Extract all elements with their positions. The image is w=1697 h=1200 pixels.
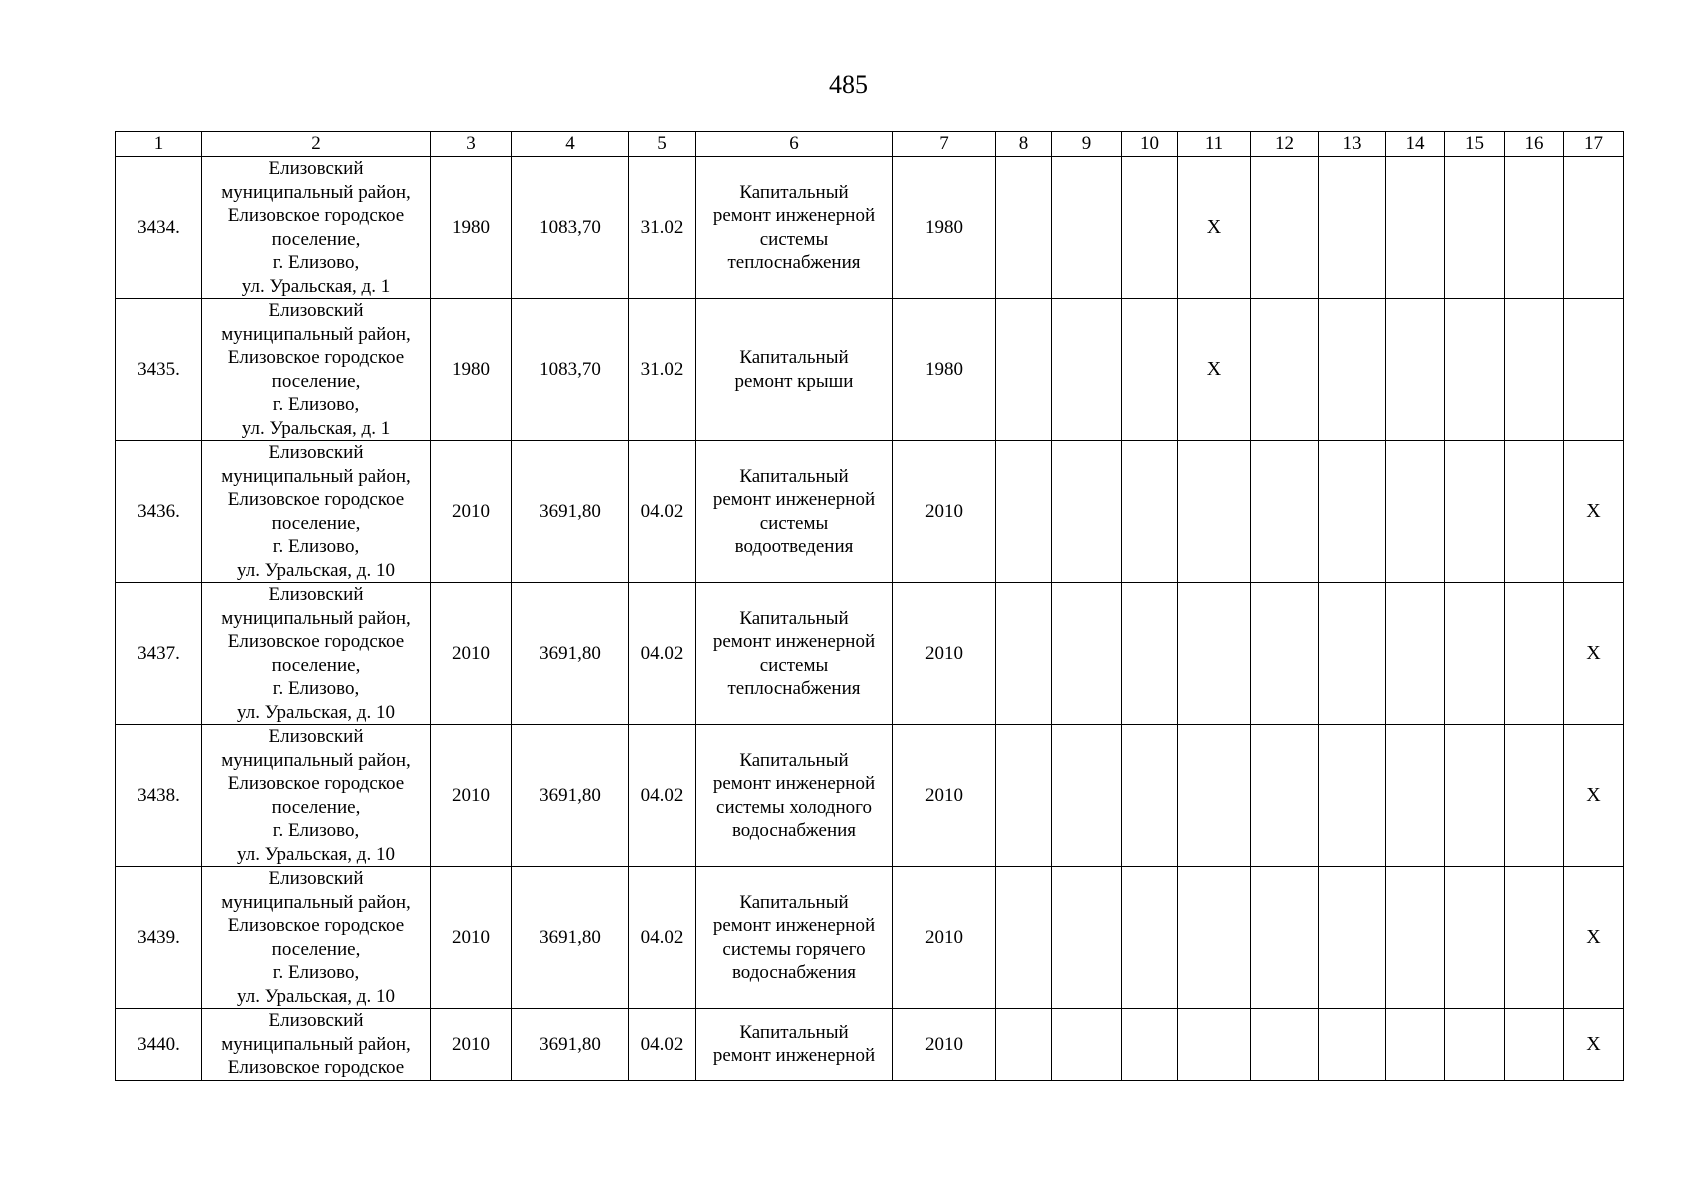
period-mark-cell	[1251, 441, 1319, 583]
period-mark-cell	[1445, 867, 1505, 1009]
period-mark-cell	[996, 441, 1052, 583]
period-mark-cell	[1251, 1009, 1319, 1081]
row-number-cell: 3434.	[116, 157, 202, 299]
column-header: 7	[893, 132, 996, 157]
address-cell: Елизовский муниципальный район, Елизовское городское	[202, 1009, 431, 1081]
area-cell: 1083,70	[512, 157, 629, 299]
period-mark-cell	[1052, 583, 1122, 725]
work-type-cell: Капитальный ремонт инженерной системы горячего водоснабжения	[696, 867, 893, 1009]
period-mark-cell	[1319, 725, 1386, 867]
address-cell: Елизовский муниципальный район, Елизовское городское поселение, г. Елизово, ул. Уральская, д. 1	[202, 157, 431, 299]
column-header: 5	[629, 132, 696, 157]
year-built-cell: 2010	[431, 725, 512, 867]
period-mark-cell	[1122, 1009, 1178, 1081]
period-mark-cell	[1178, 725, 1251, 867]
period-mark-cell	[1386, 299, 1445, 441]
year-built-cell: 1980	[431, 299, 512, 441]
area-cell: 1083,70	[512, 299, 629, 441]
period-mark-cell	[1386, 441, 1445, 583]
row-number-cell: 3437.	[116, 583, 202, 725]
work-type-cell: Капитальный ремонт крыши	[696, 299, 893, 441]
column-header: 11	[1178, 132, 1251, 157]
period-mark-cell	[1386, 867, 1445, 1009]
period-mark-cell	[1251, 867, 1319, 1009]
column-header: 2	[202, 132, 431, 157]
period-mark-cell: X	[1178, 299, 1251, 441]
work-type-cell: Капитальный ремонт инженерной системы теплоснабжения	[696, 157, 893, 299]
period-mark-cell	[1386, 583, 1445, 725]
period-mark-cell	[996, 583, 1052, 725]
address-cell: Елизовский муниципальный район, Елизовское городское поселение, г. Елизово, ул. Уральская, д. 1	[202, 299, 431, 441]
work-type-cell: Капитальный ремонт инженерной	[696, 1009, 893, 1081]
column-header: 17	[1564, 132, 1624, 157]
period-mark-cell	[1505, 583, 1564, 725]
column-header: 15	[1445, 132, 1505, 157]
address-cell: Елизовский муниципальный район, Елизовское городское поселение, г. Елизово, ул. Уральская, д. 10	[202, 867, 431, 1009]
period-mark-cell	[1251, 725, 1319, 867]
period-mark-cell	[1122, 157, 1178, 299]
work-type-cell: Капитальный ремонт инженерной системы водоотведения	[696, 441, 893, 583]
period-mark-cell	[996, 1009, 1052, 1081]
column-header: 10	[1122, 132, 1178, 157]
address-cell: Елизовский муниципальный район, Елизовское городское поселение, г. Елизово, ул. Уральская, д. 10	[202, 725, 431, 867]
table-row	[116, 725, 1624, 867]
repair-program-table	[115, 131, 1624, 1081]
period-mark-cell	[996, 157, 1052, 299]
period-mark-cell	[1319, 157, 1386, 299]
period-mark-cell	[1319, 1009, 1386, 1081]
period-mark-cell	[1564, 157, 1624, 299]
period-mark-cell	[1505, 157, 1564, 299]
period-mark-cell	[1178, 1009, 1251, 1081]
column-header: 4	[512, 132, 629, 157]
area-cell: 3691,80	[512, 441, 629, 583]
column-header: 16	[1505, 132, 1564, 157]
period-mark-cell	[1386, 157, 1445, 299]
period-mark-cell	[1052, 299, 1122, 441]
period-mark-cell	[996, 725, 1052, 867]
column-number-row	[116, 132, 1624, 157]
period-mark-cell	[1319, 441, 1386, 583]
year-built-cell: 2010	[431, 583, 512, 725]
row-number-cell: 3438.	[116, 725, 202, 867]
area-cell: 3691,80	[512, 867, 629, 1009]
period-mark-cell	[1122, 725, 1178, 867]
period-mark-cell	[1052, 867, 1122, 1009]
period-mark-cell	[1178, 441, 1251, 583]
period-mark-cell	[1052, 725, 1122, 867]
year-built-cell: 2010	[431, 1009, 512, 1081]
wear-cell: 31.02	[629, 157, 696, 299]
period-mark-cell	[996, 867, 1052, 1009]
period-mark-cell	[1122, 299, 1178, 441]
period-mark-cell: X	[1178, 157, 1251, 299]
row-number-cell: 3439.	[116, 867, 202, 1009]
table-body	[116, 157, 1624, 1081]
address-cell: Елизовский муниципальный район, Елизовское городское поселение, г. Елизово, ул. Уральская, д. 10	[202, 583, 431, 725]
period-mark-cell	[1319, 583, 1386, 725]
period-mark-cell	[1445, 583, 1505, 725]
period-mark-cell	[1445, 157, 1505, 299]
year-cell: 2010	[893, 1009, 996, 1081]
period-mark-cell: X	[1564, 725, 1624, 867]
period-mark-cell	[1251, 157, 1319, 299]
column-header: 9	[1052, 132, 1122, 157]
period-mark-cell	[996, 299, 1052, 441]
page-number: 485	[829, 70, 868, 99]
year-built-cell: 1980	[431, 157, 512, 299]
period-mark-cell	[1386, 1009, 1445, 1081]
year-cell: 2010	[893, 583, 996, 725]
column-header: 3	[431, 132, 512, 157]
period-mark-cell	[1122, 583, 1178, 725]
column-header: 6	[696, 132, 893, 157]
wear-cell: 04.02	[629, 583, 696, 725]
address-cell: Елизовский муниципальный район, Елизовское городское поселение, г. Елизово, ул. Уральская, д. 10	[202, 441, 431, 583]
period-mark-cell	[1122, 441, 1178, 583]
period-mark-cell	[1251, 299, 1319, 441]
table-row	[116, 299, 1624, 441]
period-mark-cell	[1505, 867, 1564, 1009]
period-mark-cell	[1445, 441, 1505, 583]
wear-cell: 04.02	[629, 441, 696, 583]
wear-cell: 31.02	[629, 299, 696, 441]
table-row	[116, 441, 1624, 583]
period-mark-cell	[1052, 1009, 1122, 1081]
period-mark-cell	[1251, 583, 1319, 725]
year-cell: 2010	[893, 725, 996, 867]
table-row	[116, 867, 1624, 1009]
column-header: 12	[1251, 132, 1319, 157]
period-mark-cell: X	[1564, 867, 1624, 1009]
year-cell: 1980	[893, 299, 996, 441]
period-mark-cell	[1505, 1009, 1564, 1081]
period-mark-cell	[1505, 299, 1564, 441]
period-mark-cell	[1445, 725, 1505, 867]
area-cell: 3691,80	[512, 583, 629, 725]
area-cell: 3691,80	[512, 1009, 629, 1081]
table-row	[116, 157, 1624, 299]
row-number-cell: 3440.	[116, 1009, 202, 1081]
wear-cell: 04.02	[629, 1009, 696, 1081]
year-built-cell: 2010	[431, 867, 512, 1009]
period-mark-cell	[1178, 867, 1251, 1009]
period-mark-cell	[1319, 299, 1386, 441]
work-type-cell: Капитальный ремонт инженерной системы холодного водоснабжения	[696, 725, 893, 867]
period-mark-cell	[1386, 725, 1445, 867]
year-cell: 2010	[893, 441, 996, 583]
period-mark-cell	[1319, 867, 1386, 1009]
period-mark-cell	[1052, 441, 1122, 583]
area-cell: 3691,80	[512, 725, 629, 867]
row-number-cell: 3435.	[116, 299, 202, 441]
period-mark-cell: X	[1564, 583, 1624, 725]
period-mark-cell	[1052, 157, 1122, 299]
table-row	[116, 1009, 1624, 1081]
period-mark-cell: X	[1564, 1009, 1624, 1081]
column-header: 1	[116, 132, 202, 157]
wear-cell: 04.02	[629, 725, 696, 867]
year-cell: 1980	[893, 157, 996, 299]
year-built-cell: 2010	[431, 441, 512, 583]
period-mark-cell	[1122, 867, 1178, 1009]
year-cell: 2010	[893, 867, 996, 1009]
column-header: 8	[996, 132, 1052, 157]
period-mark-cell: X	[1564, 441, 1624, 583]
wear-cell: 04.02	[629, 867, 696, 1009]
period-mark-cell	[1505, 725, 1564, 867]
column-header: 13	[1319, 132, 1386, 157]
row-number-cell: 3436.	[116, 441, 202, 583]
period-mark-cell	[1178, 583, 1251, 725]
period-mark-cell	[1564, 299, 1624, 441]
period-mark-cell	[1445, 1009, 1505, 1081]
period-mark-cell	[1505, 441, 1564, 583]
period-mark-cell	[1445, 299, 1505, 441]
work-type-cell: Капитальный ремонт инженерной системы теплоснабжения	[696, 583, 893, 725]
column-header: 14	[1386, 132, 1445, 157]
table-row	[116, 583, 1624, 725]
